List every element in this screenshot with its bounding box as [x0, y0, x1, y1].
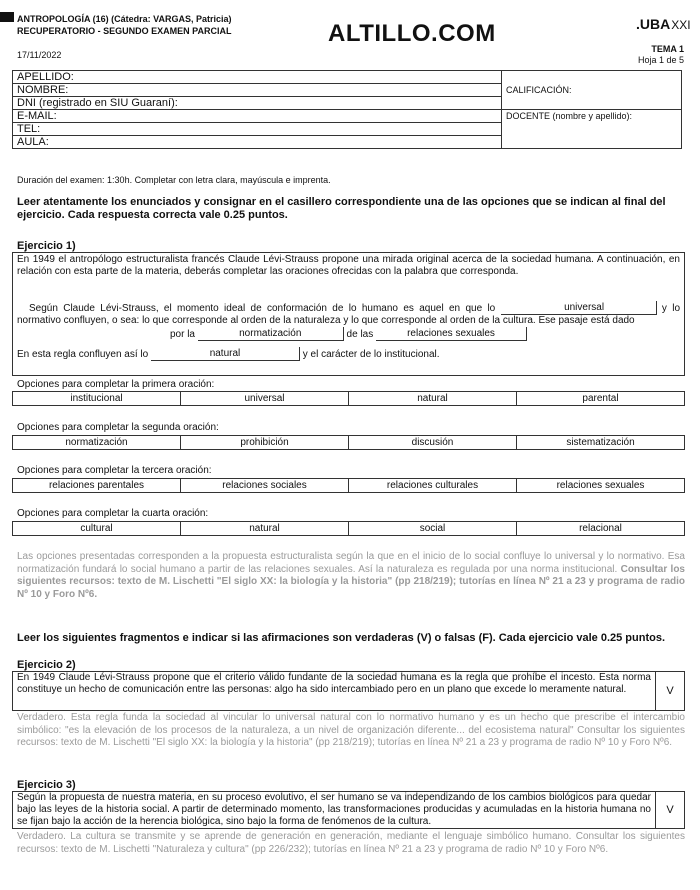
course-title: ANTROPOLOGÍA (16) (Cátedra: VARGAS, Patricia) [17, 14, 232, 24]
ex1-blank-2[interactable]: normatización [198, 327, 344, 341]
ex1-options-4-label: Opciones para completar la cuarta oración: [17, 508, 209, 519]
ex1-resources: Consultar los siguientes recursos: texto de M. Lischetti "El siglo XX: la biología y la historia" (pp 218/219); tutorías en línea Nº 21 a 23 y programa de radio Nº 10 y Foro Nº6. [17, 563, 685, 600]
ex1-s2: normativo confluyen, o sea: lo que corresponde al orden de la naturaleza y lo que corresponde al orden de la cultura. Ese pasaje está dado [17, 315, 635, 326]
brand-watermark: ALTILLO.COM [328, 20, 496, 47]
ex2-statement: En 1949 Claude Lévi-Strauss propone que el criterio válido fundante de la sociedad humana es la regla que prohíbe el incesto. Esta norma constituye un hecho de comunicación entre las personas: algo ha sido intercambiado pero en un plano que excede lo meramente natural. [17, 672, 651, 695]
option-cell[interactable]: universal [181, 392, 349, 406]
field-aula[interactable]: AULA: [13, 136, 502, 149]
ex1-feedback [17, 551, 685, 601]
ex1-options-3-label: Opciones para completar la tercera oración: [17, 465, 212, 476]
ex2-answer[interactable]: V [655, 672, 684, 710]
option-cell[interactable]: relacional [517, 522, 685, 536]
option-cell[interactable]: social [349, 522, 517, 536]
student-id-form [12, 70, 682, 149]
ex1-sentence-2 [17, 327, 680, 341]
exam-type: RECUPERATORIO - SEGUNDO EXAMEN PARCIAL [17, 26, 232, 36]
instructions-part1: Leer atentamente los enunciados y consignar en el casillero correspondiente una de las opciones que se indican al final del ejercicio. Cada respuesta correcta vale 0.25 puntos. [17, 196, 666, 221]
ex1-blank-3[interactable]: relaciones sexuales [376, 327, 527, 341]
ex3-feedback: Verdadero. La cultura se transmite y se aprende de generación en generación, mediante el lenguaje simbólico humano. Consultar los siguientes recursos: texto de M. Lischetti "Naturaleza y cultura" (pp 226/232); tutorías en línea Nº 21 a 23 y programa de radio Nº 10 y Foro Nº6. [17, 831, 685, 855]
option-cell[interactable]: relaciones sexuales [517, 479, 685, 493]
option-cell[interactable]: institucional [13, 392, 181, 406]
ex1-s4b: y el carácter de lo institucional. [302, 349, 440, 360]
tema-block [638, 44, 684, 66]
ex1-s1a: Según Claude Lévi-Strauss, el momento ideal de conformación de lo humano es aquel en que lo [29, 303, 496, 314]
ex2-feedback: Verdadero. Esta regla funda la sociedad al vincular lo universal natural con lo normativo humano y es un hecho que prescribe el intercambio simbólico: "es la elevación de los procesos de la naturaleza, a un nivel de organización diferente... del ecosistema natural" Consultar los siguientes recursos: texto de M. Lischetti "El siglo XX: la biología y la historia" (pp 218/219); tutorías en línea Nº 21 a 23 y programa de radio Nº 10 y Foro Nº6. [17, 712, 685, 748]
option-cell[interactable]: natural [181, 522, 349, 536]
ex2-box [12, 671, 685, 711]
ex1-title: Ejercicio 1) [17, 240, 76, 252]
option-cell[interactable]: prohibición [181, 436, 349, 450]
ex1-options-1 [12, 391, 685, 406]
exam-header [17, 13, 232, 37]
ex1-sentence-1 [17, 301, 680, 327]
ex3-title: Ejercicio 3) [17, 779, 76, 791]
option-cell[interactable]: relaciones sociales [181, 479, 349, 493]
tema-label: TEMA 1 [651, 44, 684, 54]
ex1-options-1-label: Opciones para completar la primera oración: [17, 379, 215, 390]
ex2-title: Ejercicio 2) [17, 659, 76, 671]
ex1-options-4 [12, 521, 685, 536]
ex3-answer[interactable]: V [655, 792, 684, 828]
ex1-s1b: y lo [661, 303, 681, 314]
corner-mark [0, 12, 14, 22]
uba-logo-suffix: XXI [671, 18, 691, 32]
instructions-part2: Leer los siguientes fragmentos e indicar si las afirmaciones son verdaderas (V) o falsas (F). Cada ejercicio vale 0.25 puntos. [17, 632, 666, 644]
ex1-options-2 [12, 435, 685, 450]
option-cell[interactable]: relaciones parentales [13, 479, 181, 493]
ex1-blank-1[interactable]: universal [501, 301, 657, 315]
ex1-sentence-3 [17, 347, 680, 361]
ex1-s3a: por la [169, 329, 195, 340]
option-cell[interactable]: natural [349, 392, 517, 406]
field-dni[interactable]: DNI (registrado en SIU Guaraní): [13, 97, 502, 110]
option-cell[interactable]: sistematización [517, 436, 685, 450]
page-counter: Hoja 1 de 5 [637, 55, 684, 65]
ex1-box [12, 252, 685, 376]
option-cell[interactable]: normatización [13, 436, 181, 450]
docente-box[interactable]: DOCENTE (nombre y apellido): [502, 110, 682, 149]
ex1-blank-4[interactable]: natural [151, 347, 300, 361]
calificacion-box[interactable]: CALIFICACIÓN: [502, 71, 682, 110]
ex1-s4a: En esta regla confluyen así lo [17, 349, 149, 360]
ex3-statement: Según la propuesta de nuestra materia, en su proceso evolutivo, el ser humano se va independizando de los cambios biológicos para quedar bajo las leyes de la historia social. A partir de determinado momento, las transformaciones producidas y acumuladas en la historia humana no se fijan bajo la acción de la herencia biológica, sino bajo la forma de fenómenos de la cultura. [17, 792, 651, 827]
exam-duration: Duración del examen: 1:30h. Completar con letra clara, mayúscula e imprenta. [17, 175, 331, 185]
uba-logo [636, 16, 691, 32]
field-email[interactable]: E-MAIL: [13, 110, 502, 123]
field-nombre[interactable]: NOMBRE: [13, 84, 502, 97]
option-cell[interactable]: discusión [349, 436, 517, 450]
ex1-options-2-label: Opciones para completar la segunda oración: [17, 422, 219, 433]
field-tel[interactable]: TEL: [13, 123, 502, 136]
ex1-s3b: de las [346, 329, 374, 340]
option-cell[interactable]: cultural [13, 522, 181, 536]
ex1-options-3 [12, 478, 685, 493]
option-cell[interactable]: parental [517, 392, 685, 406]
option-cell[interactable]: relaciones culturales [349, 479, 517, 493]
uba-logo-text: .UBA [636, 16, 671, 32]
ex1-feedback-text: Las opciones presentadas corresponden a la propuesta estructuralista según la que en el inicio de lo social confluye lo universal y lo normativo. Esa normatización fundará lo social humano a partir de las relaciones sexuales. Así la naturaleza es regulada por una norma institucional. [17, 551, 685, 575]
ex3-box [12, 791, 685, 829]
ex1-intro: En 1949 el antropólogo estructuralista francés Claude Lévi-Strauss propone una mirada original acerca de la sociedad humana. A continuación, en relación con esta parte de la materia, deberás completar las oraciones ofrecidas con la palabra que corresponda. [17, 254, 680, 277]
field-apellido[interactable]: APELLIDO: [13, 71, 502, 84]
exam-date: 17/11/2022 [17, 50, 62, 60]
